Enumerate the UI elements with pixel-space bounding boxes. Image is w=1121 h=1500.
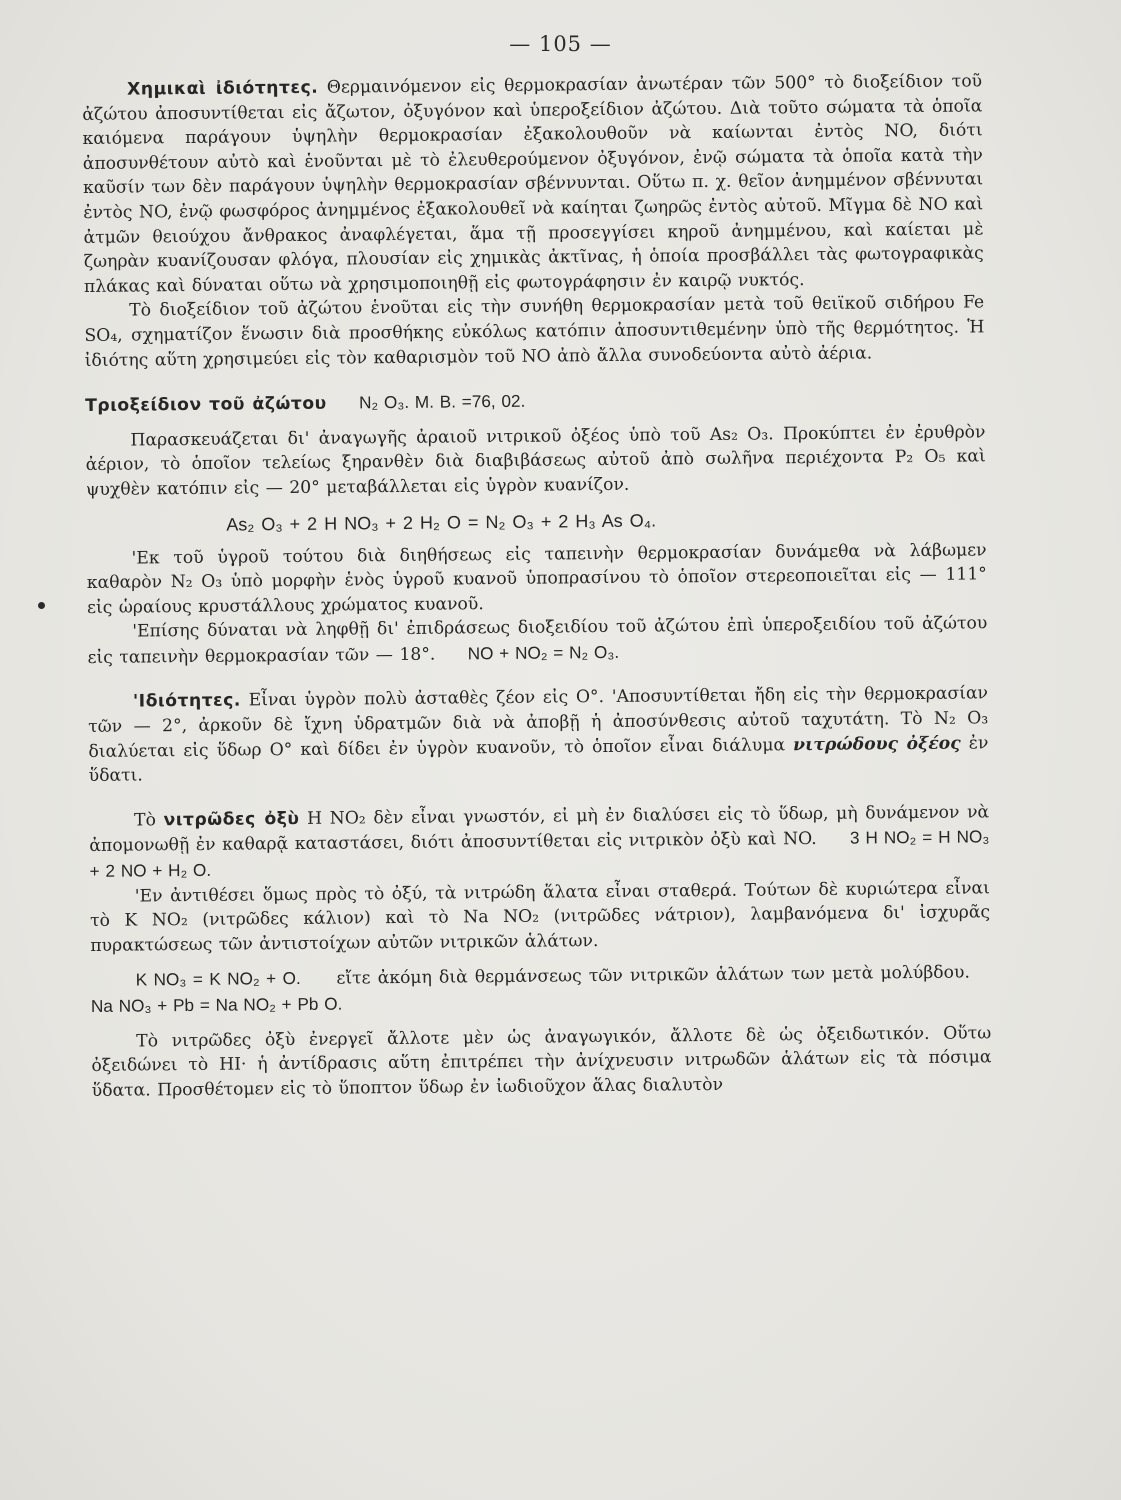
paragraph-text: 'Εκ τοῦ ὑγροῦ τούτου διὰ διηθήσεως εἰς ταπεινὴν θερμοκρασίαν δυνάμεθα νὰ λάβωμεν καθαρὸν N₂ O₃ ὑπὸ μορφὴν ἑνὸς ὑγροῦ κυανοῦ ὑποπρασίνου τὸ ὁποῖον στερεοποιεῖται εἰς — 111° εἰς ὡραίους κρυστάλλους χρώματος κυανοῦ. <box>86 539 987 618</box>
paragraph-preparation <box>85 420 986 502</box>
paragraph-text: εἴτε ἀκόμη διὰ θερμάνσεως τῶν νιτρικῶν ἁλάτων των μετὰ μολύβδου. <box>336 962 970 990</box>
paragraph-text: Θερμαινόμενον εἰς θερμοκρασίαν ἀνωτέραν τῶν 500° τὸ διοξείδιον τοῦ ἀζώτου ἀποσυντίθεται εἰς ἄζωτον, ὀξυγόνον καὶ ὑπεροξείδιον ἀζώτου. Διὰ τοῦτο σώματα τὰ ὁποῖα καιόμενα παράγουν ὑψηλὴν θερμοκρασίαν ἐξακολουθοῦν νὰ καίωνται ἐντὸς NO, διότι ἀποσυνθέτουν αὐτὸ καὶ ἑνοῦνται μὲ τὸ ἐλευθερούμενον ὀξυγόνον, ἐνῷ σώματα τὰ ὁποῖα κατὰ τὴν καῦσίν των δὲν παράγουν ὑψηλὴν θερμοκρασίαν σβέννυνται. Οὕτω π. χ. θεῖον ἀνημμένον σβέννυται ἐντὸς NO, ἐνῷ φωσφόρος ἀνημμένος ἐξακολουθεῖ νὰ καίηται ζωηρῶς ἐντὸς αὐτοῦ. Μῖγμα δὲ NO καὶ ἀτμῶν θειούχου ἄνθρακος ἀναφλέγεται, ἅμα τῇ προσεγγίσει κηροῦ ἀνημμένου, καὶ καίεται μὲ ζωηρὰν κυανίζουσαν φλόγα, πλουσίαν εἰς χημικὰς ἀκτῖνας, ἡ ὁποία προσβάλλει τὰς φωτογραφικὰς πλάκας καὶ δύναται οὕτω νὰ χρησιμοποιηθῇ εἰς φωτογράφησιν ἐν καιρῷ νυκτός. <box>82 71 984 297</box>
page-body <box>82 69 992 1103</box>
paragraph-text: ἐν ὕδατι. <box>88 732 989 787</box>
margin-dot <box>38 602 45 609</box>
paragraph-text: Τὸ νιτρῶδες ὀξὺ ἐνεργεῖ ἄλλοτε μὲν ὡς ἀναγωγικόν, ἄλλοτε δὲ ὡς ὀξειδωτικόν. Οὕτω ὀξειδώνει τὸ HI· ἡ ἀντίδρασις αὕτη ἐπιτρέπει τὴν ἀνίχνευσιν νιτρωδῶν ἁλάτων εἰς τὰ πόσιμα ὕδατα. Προσθέτομεν εἰς τὸ ὕποπτον ὕδωρ ἐν ἰωδιοῦχον ἅλας διαλυτὸν <box>91 1022 992 1101</box>
paragraph-text: 'Επίσης δύναται νὰ ληφθῇ δι' ἐπιδράσεως διοξειδίου τοῦ ἀζώτου ἐπὶ ὑπεροξειδίου τοῦ ἀζώτου εἰς ταπεινὴν θερμοκρασίαν τῶν — 18°. <box>87 613 988 668</box>
trioxide-formula: N₂ O₃. M. B. =76, 02. <box>358 390 526 413</box>
paragraph-text: Τὸ <box>134 810 157 831</box>
section-heading-line-trioxide <box>85 384 985 418</box>
paragraph-redox <box>91 1021 992 1103</box>
section-heading-trioxide: Τριοξείδιον τοῦ ἀζώτου <box>85 393 327 417</box>
equation-arsenic: As₂ O₃ + 2 H NO₃ + 2 H₂ O = N₂ O₃ + 2 H₃ As O₄. <box>226 510 657 535</box>
paragraph-nitrite-salts <box>90 876 991 958</box>
paragraph-nitrous-acid <box>89 800 990 884</box>
equation-hno2-decomposition: 3 H NO₂ = H NO₃ + 2 NO + H₂ O. <box>89 826 990 881</box>
emphasis-nitrous-acid: νιτρώδους ὀξέος <box>793 733 961 755</box>
paragraph-filtration <box>86 538 987 620</box>
paragraph-salt-equations <box>91 960 991 1020</box>
section-heading-chemical-properties: Χημικαὶ ἰδιότητες. <box>127 77 319 100</box>
paragraph-chemical-properties <box>82 69 984 299</box>
paragraph-text: H NO₂ δὲν εἶναι γνωστόν, εἰ μὴ ἐν διαλύσει εἰς τὸ ὕδωρ, μὴ δυνάμενον νὰ ἀπομονωθῇ ἐν καθαρᾷ καταστάσει, διότι ἀποσυντίθεται εἰς νιτρικὸν ὀξὺ καὶ NO. <box>89 802 990 857</box>
paragraph-alternative-prep <box>87 612 987 671</box>
paragraph-iron-sulfate <box>84 291 985 373</box>
equation-nano3: Na NO₃ + Pb = Na NO₂ + Pb O. <box>90 993 343 1016</box>
equation-no-no2: NO + NO₂ = N₂ O₃. <box>467 641 620 664</box>
paragraph-text: Εἶναι ὑγρὸν πολὺ ἀσταθὲς ζέον εἰς O°. 'Αποσυντίθεται ἤδη εἰς τὴν θερμοκρασίαν τῶν — 2°, ἀρκοῦν δὲ ἴχνη ὑδρατμῶν διὰ νὰ ἀποβῇ ἡ ἀποσύνθεσις αὐτοῦ ταχυτάτη. Τὸ N₂ O₃ διαλύεται εἰς ὕδωρ O° καὶ δίδει ἐν ὑγρὸν κυανοῦν, τὸ ὁποῖον εἶναι διάλυμα <box>88 683 989 762</box>
paragraph-text: 'Εν ἀντιθέσει ὅμως πρὸς τὸ ὀξύ, τὰ νιτρώδη ἅλατα εἶναι σταθερά. Τούτων δὲ κυριώτερα εἶναι τὸ K NO₂ (νιτρῶδες κάλιον) καὶ τὸ Na NO₂ (νιτρῶδες νάτριον), λαμβανόμενα δι' ἰσχυρᾶς πυρακτώσεως τῶν ἀντιστοίχων αὐτῶν νιτρικῶν ἁλάτων. <box>89 877 991 956</box>
term-nitrous-acid: νιτρῶδες ὀξὺ <box>163 808 300 831</box>
equation-kno3: K NO₃ = K NO₂ + O. <box>135 968 301 990</box>
paragraph-text: Παρασκευάζεται δι' ἀναγωγῆς ἀραιοῦ νιτρικοῦ ὀξέος ὑπὸ τοῦ As₂ O₃. Προκύπτει ἐν ἐρυθρὸν ἀέριον, τὸ ὁποῖον τελείως ξηρανθὲν διὰ διαβιβάσεως αὐτοῦ ἀπὸ σωλῆνα περιέχοντα P₂ O₅ καὶ ψυχθὲν κατόπιν εἰς — 20° μεταβάλλεται εἰς ὑγρὸν κυανίζον. <box>85 422 986 500</box>
section-heading-properties: 'Ιδιότητες. <box>132 690 242 713</box>
paragraph-text: Τὸ διοξείδιον τοῦ ἀζώτου ἑνοῦται εἰς τὴν συνήθη θερμοκρασίαν μετὰ τοῦ θειϊκοῦ σιδήρου Fe SO₄, σχηματίζον ἕνωσιν διὰ προσθήκης εὐκόλως κατόπιν ἀποσυντιθεμένην ὑπὸ τῆς θερμότητος. Ἡ ἰδιότης αὕτη χρησιμεύει εἰς τὸν καθαρισμὸν τοῦ NO ἀπὸ ἄλλα συνοδεύοντα αὐτὸ ἀέρια. <box>84 292 985 371</box>
paragraph-properties <box>88 682 989 789</box>
page-number: — 105 — <box>509 32 612 56</box>
